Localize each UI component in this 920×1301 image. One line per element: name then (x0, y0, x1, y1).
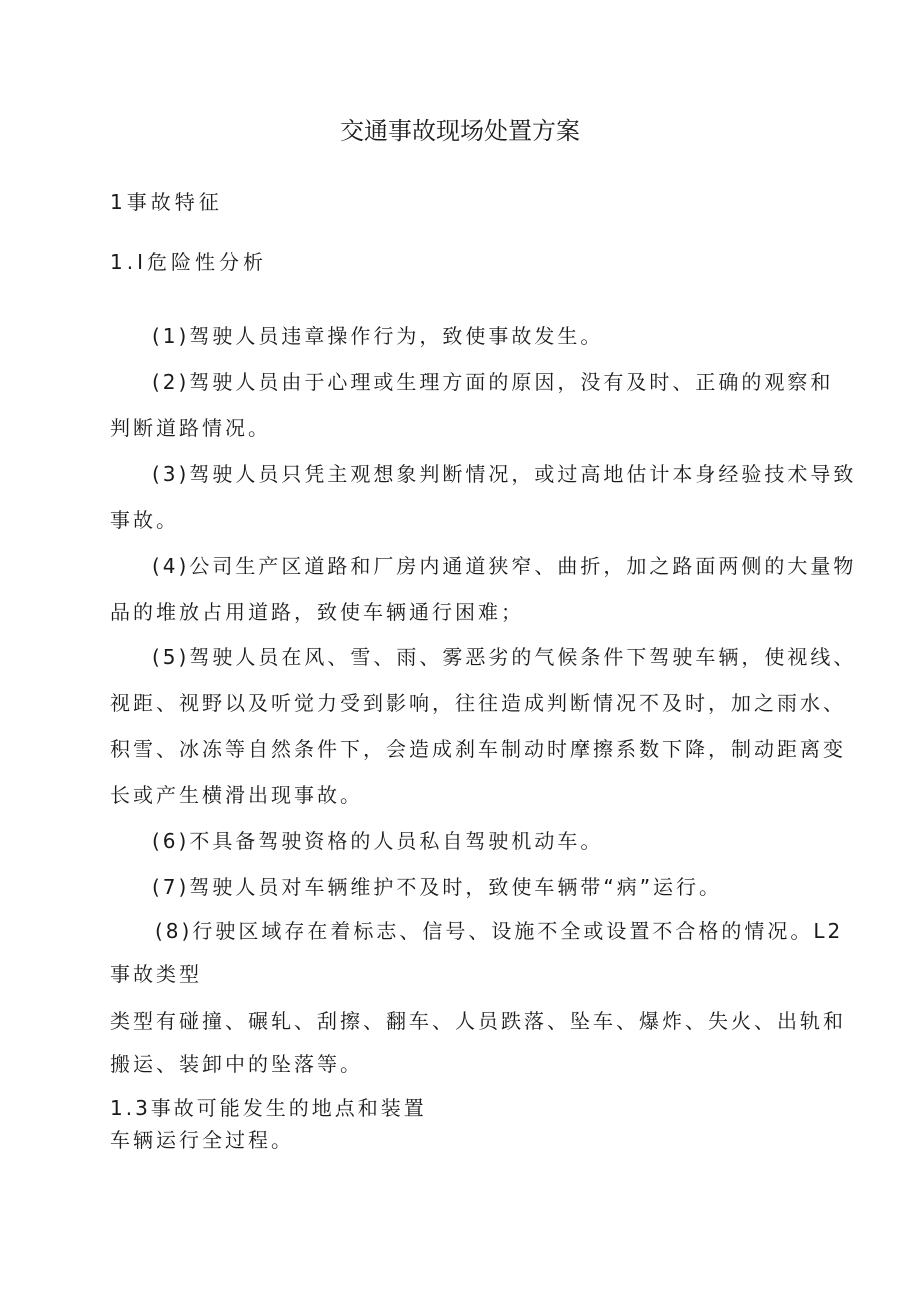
paragraph-line: 事故。 (110, 508, 179, 532)
section-heading-1-3: 1.3事故可能发生的地点和装置 (110, 1096, 427, 1120)
paragraph-line: 搬运、装卸中的坠落等。 (110, 1052, 363, 1076)
section-heading-1: 1事故特征 (110, 190, 223, 214)
paragraph-line: (1)驾驶人员违章操作行为，致使事故发生。 (152, 324, 604, 348)
paragraph-line: (4)公司生产区道路和厂房内通道狭窄、曲折，加之路面两侧的大量物 (152, 554, 857, 578)
paragraph-line: 类型有碰撞、碾轧、刮擦、翻车、人员跌落、坠车、爆炸、失火、出轨和 (110, 1009, 846, 1033)
paragraph-line: (3)驾驶人员只凭主观想象判断情况，或过高地估计本身经验技术导致 (152, 462, 857, 486)
paragraph-line: 车辆运行全过程。 (110, 1128, 294, 1152)
paragraph-line: 视距、视野以及听觉力受到影响，往往造成判断情况不及时，加之雨水、 (110, 691, 846, 715)
paragraph-line: (6)不具备驾驶资格的人员私自驾驶机动车。 (152, 829, 604, 853)
page-title: 交通事故现场处置方案 (340, 117, 580, 145)
section-heading-1-1: 1.I危险性分析 (110, 250, 267, 274)
paragraph-line: (7)驾驶人员对车辆维护不及时，致使车辆带“病”运行。 (152, 875, 723, 899)
section-heading-1-2: 事故类型 (110, 962, 202, 986)
paragraph-line: 判断道路情况。 (110, 416, 271, 440)
paragraph-line: 长或产生横滑出现事故。 (110, 783, 363, 807)
paragraph-line: 品的堆放占用道路，致使车辆通行困难； (110, 600, 524, 624)
paragraph-line: 积雪、冰冻等自然条件下，会造成刹车制动时摩擦系数下降，制动距离变 (110, 737, 846, 761)
paragraph-line: (8)行驶区域存在着标志、信号、设施不全或设置不合格的情况。L2 (155, 919, 844, 943)
paragraph-line: (5)驾驶人员在风、雪、雨、雾恶劣的气候条件下驾驶车辆，使视线、 (152, 645, 857, 669)
paragraph-line: (2)驾驶人员由于心理或生理方面的原因，没有及时、正确的观察和 (152, 370, 834, 394)
